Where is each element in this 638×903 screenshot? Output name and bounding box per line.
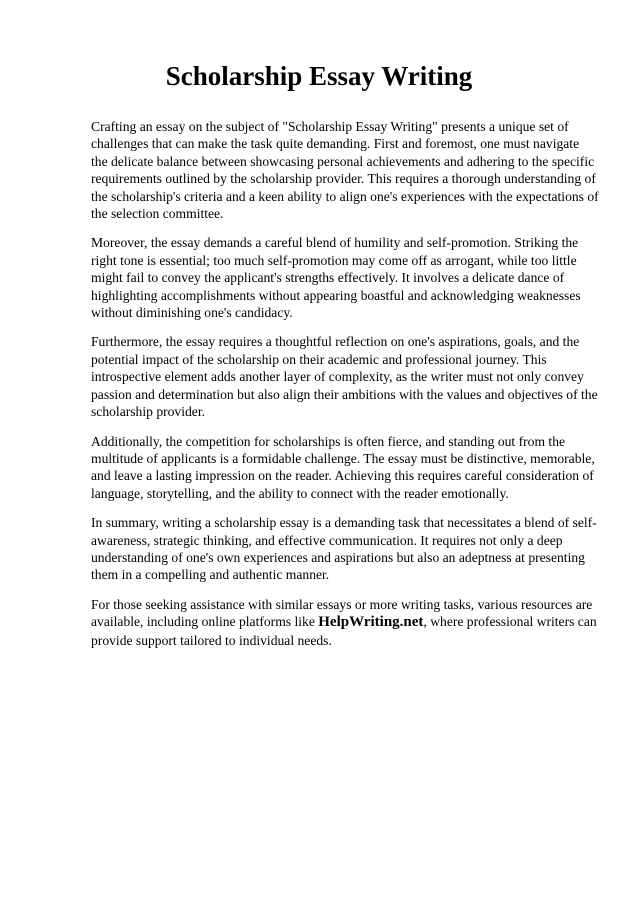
paragraph-1: Crafting an essay on the subject of "Scholarship Essay Writing" presents a unique set of challenges that can make the task quite demanding. First and foremost, one must navigate the delicate balance between showcasing personal achievements and adhering to the specific requirements outlined by the scholarship provider. This requires a thorough understanding of the scholarship's criteria and a keen ability to align one's experiences with the expectations of the selection committee.: [91, 119, 599, 222]
paragraph-6: [91, 596, 599, 649]
paragraph-2: Moreover, the essay demands a careful blend of humility and self-promotion. Striking the right tone is essential; too much self-promotion may come off as arrogant, while too little might fail to convey the applicant's strengths effectively. It involves a delicate dance of highlighting accomplishments without appearing boastful and acknowledging weaknesses without diminishing one's candidacy.: [91, 235, 581, 321]
document-body: [91, 118, 599, 661]
paragraph-6-lead-text: For those seeking assistance with similar essays or more writing tasks, various resources are available, including online platforms like: [91, 596, 593, 630]
page-title: Scholarship Essay Writing: [165, 61, 473, 91]
brand-name: HelpWriting.net: [318, 614, 424, 631]
paragraph-6-tail-text: , where professional writers can provide support tailored to individual needs.: [91, 614, 597, 648]
paragraph-4: Additionally, the competition for scholarships is often fierce, and standing out from the multitude of applicants is a formidable challenge. The essay must be distinctive, memorable, and leave a lasting impression on the reader. Achieving this requires careful consideration of language, storytelling, and the ability to connect with the reader emotionally.: [91, 433, 595, 501]
paragraph-5: In summary, writing a scholarship essay is a demanding task that necessitates a blend of self-awareness, strategic thinking, and effective communication. It requires not only a deep understanding of one's own experiences and aspirations but also an adeptness at presenting them in a compelling and authentic manner.: [91, 515, 597, 583]
paragraph-3: Furthermore, the essay requires a thoughtful reflection on one's aspirations, goals, and the potential impact of the scholarship on their academic and professional journey. This introspective element adds another layer of complexity, as the writer must not only convey passion and determination but also align their ambitions with the values and objectives of the scholarship provider.: [91, 334, 598, 420]
